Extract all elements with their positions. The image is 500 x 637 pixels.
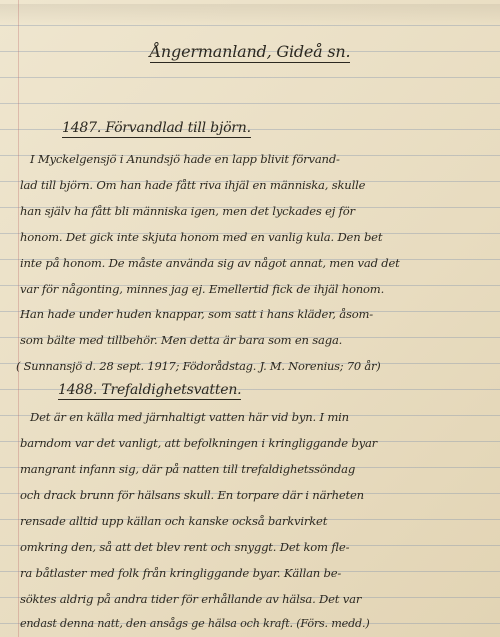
entry-line: och drack brunn för hälsans skull. En torpare där i närheten (20, 488, 364, 502)
entry-line: var för någonting, minnes jag ej. Emellertid fick de ihjäl honom. (20, 282, 385, 296)
document-title-text: Ångermanland, Gideå sn. (149, 42, 351, 61)
entry-line: inte på honom. De måste använda sig av något annat, men vad det (20, 256, 400, 270)
entry-line: ra båtlaster med folk från kringliggande byar. Källan be- (20, 566, 342, 580)
bleed-through-shadow (0, 4, 500, 24)
entry-line: han själv ha fått bli människa igen, men det lyckades ej för (20, 204, 355, 218)
entry-line: honom. Det gick inte skjuta honom med en vanlig kula. Den bet (20, 230, 383, 244)
entry-line: omkring den, så att det blev rent och snyggt. Det kom fle- (20, 540, 350, 554)
entry-line: mangrant infann sig, där på natten till trefaldighetssöndag (20, 462, 356, 476)
entry-line: barndom var det vanligt, att befolkningen i kringliggande byar (20, 436, 378, 450)
entry-line: Det är en källa med järnhaltigt vatten här vid byn. I min (30, 410, 349, 424)
entry-heading-1488: 1488. Trefaldighetsvatten. (58, 382, 242, 398)
document-title (0, 42, 500, 61)
entry-line: som bälte med tillbehör. Men detta är bara som en saga. (20, 333, 343, 347)
entry-line: I Myckelgensjö i Anundsjö hade en lapp blivit förvand- (30, 152, 340, 166)
entry-line: rensade alltid upp källan och kanske också barkvirket (20, 514, 328, 528)
entry-source-citation: ( Sunnansjö d. 28 sept. 1917; Födorådstag. J. M. Norenius; 70 år) (16, 359, 381, 373)
entry-heading-1487: 1487. Förvandlad till björn. (62, 120, 251, 136)
entry-line: lad till björn. Om han hade fått riva ihjäl en människa, skulle (20, 178, 366, 192)
entry-line: Han hade under huden knappar, som satt i hans kläder, åsom- (20, 307, 373, 321)
entry-line: endast denna natt, den ansågs ge hälsa och kraft. (Förs. medd.) (20, 617, 370, 630)
entry-line: söktes aldrig på andra tider för erhållande av hälsa. Det var (20, 592, 362, 606)
margin-rule (18, 0, 19, 637)
